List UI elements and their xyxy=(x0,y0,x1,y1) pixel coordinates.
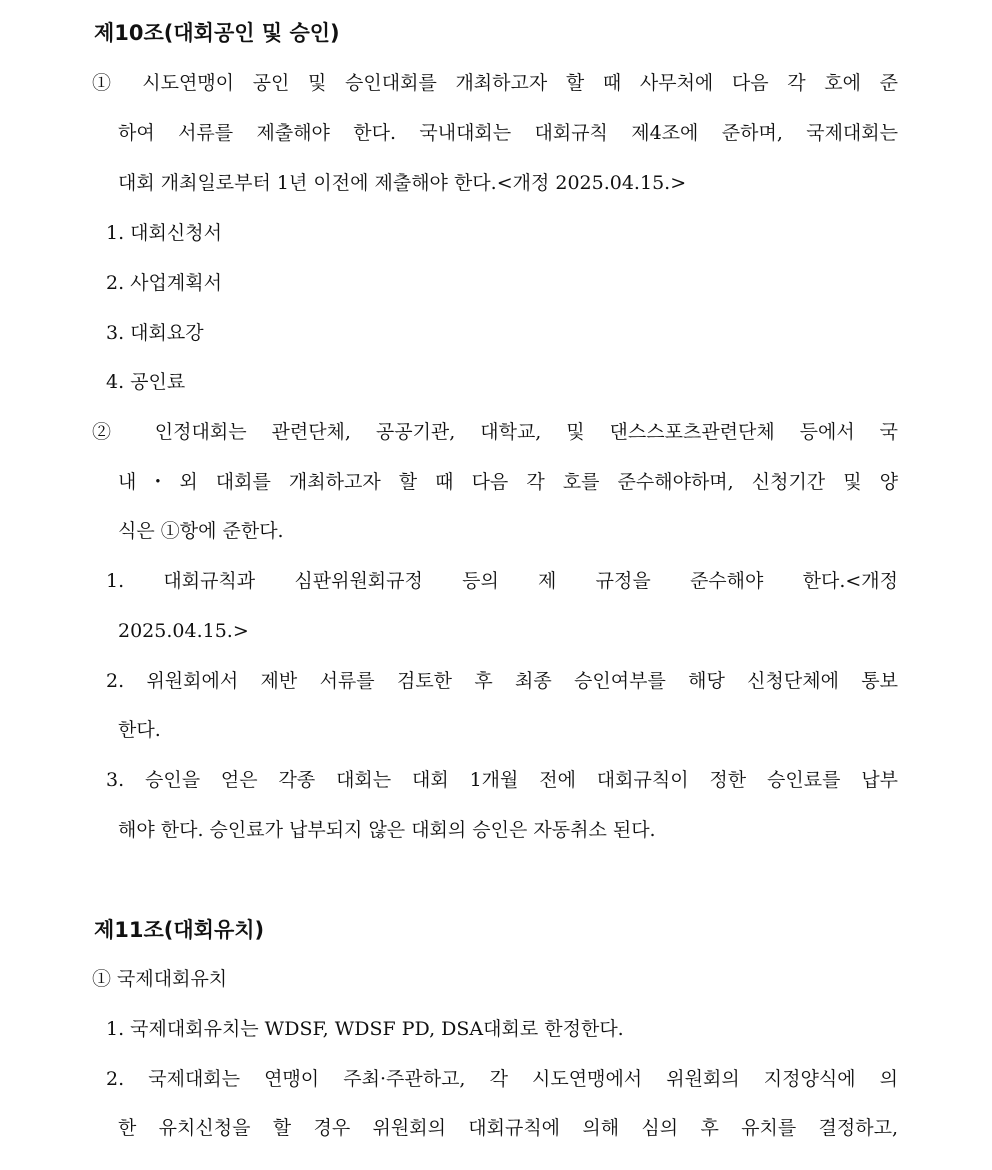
article-11-item-2-line-1: 2. 국제대회는 연맹이 주최·주관하고, 각 시도연맹에서 위원회의 지정양식에 의 xyxy=(106,1068,898,1090)
article-11-title: 제11조(대회유치) xyxy=(94,918,265,942)
article-10-para-2-line-3: 식은 ①항에 준한다. xyxy=(118,520,284,542)
article-10-para-2-item-3-line-1: 3. 승인을 얻은 각종 대회는 대회 1개월 전에 대회규칙이 정한 승인료를 납부 xyxy=(106,769,898,791)
article-10-item-3: 3. 대회요강 xyxy=(106,322,204,344)
article-10-para-2-line-2: 내・외 대회를 개최하고자 할 때 다음 각 호를 준수해야하며, 신청기간 및 양 xyxy=(118,471,898,493)
article-10-para-2-item-1-line-1: 1. 대회규칙과 심판위원회규정 등의 제 규정을 준수해야 한다.<개정 xyxy=(106,570,898,592)
article-10-para-1-line-3: 대회 개최일로부터 1년 이전에 제출해야 한다.<개정 2025.04.15.> xyxy=(118,172,687,194)
article-10-para-2-item-2-line-2: 한다. xyxy=(118,719,161,741)
article-10-para-2-item-3-line-2: 해야 한다. 승인료가 납부되지 않은 대회의 승인은 자동취소 된다. xyxy=(118,819,656,841)
article-10-para-2-line-1: ② 인정대회는 관련단체, 공공기관, 대학교, 및 댄스스포츠관련단체 등에서 국 xyxy=(92,421,898,443)
article-10-item-4: 4. 공인료 xyxy=(106,371,186,393)
article-10-para-2-item-1-line-2: 2025.04.15.> xyxy=(118,620,249,642)
article-10-para-1-line-1: ① 시도연맹이 공인 및 승인대회를 개최하고자 할 때 사무처에 다음 각 호에 준 xyxy=(92,72,898,94)
article-11-item-2-line-2: 한 유치신청을 할 경우 위원회의 대회규칙에 의해 심의 후 유치를 결정하고, xyxy=(118,1117,898,1139)
article-11-item-1: 1. 국제대회유치는 WDSF, WDSF PD, DSA대회로 한정한다. xyxy=(106,1018,624,1040)
article-10-title: 제10조(대회공인 및 승인) xyxy=(94,21,340,45)
article-10-para-1-line-2: 하여 서류를 제출해야 한다. 국내대회는 대회규칙 제4조에 준하며, 국제대회는 xyxy=(118,122,898,144)
article-10-item-2: 2. 사업계획서 xyxy=(106,272,222,294)
article-11-para-1-line-1: ① 국제대회유치 xyxy=(92,968,228,990)
article-10-para-2-item-2-line-1: 2. 위원회에서 제반 서류를 검토한 후 최종 승인여부를 해당 신청단체에 통보 xyxy=(106,670,898,692)
article-10-item-1: 1. 대회신청서 xyxy=(106,222,222,244)
